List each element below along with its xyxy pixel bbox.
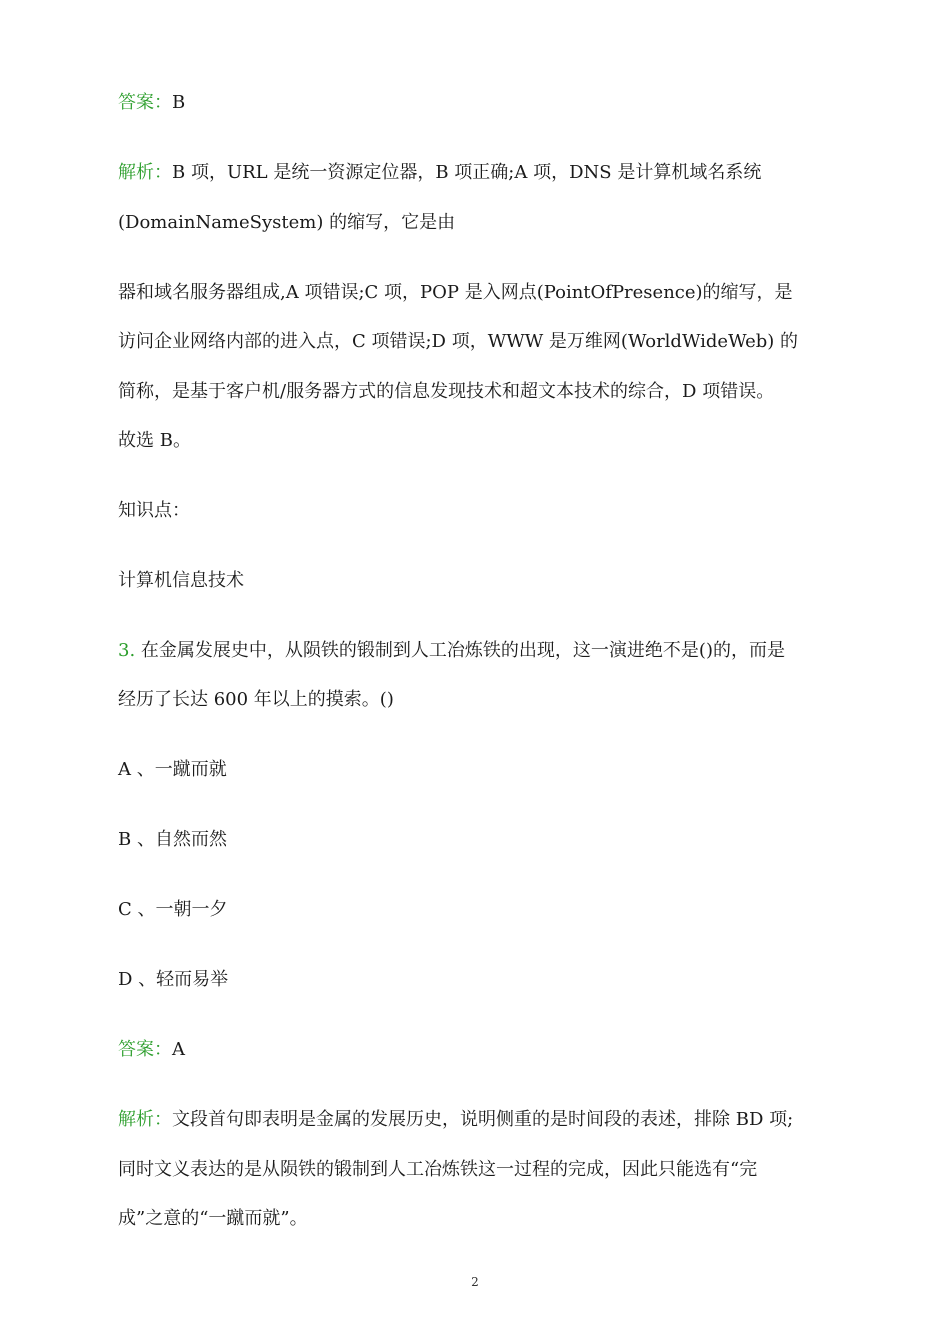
q3-option-b: B 、自然而然 (118, 829, 227, 850)
q3-option-a: A 、一蹴而就 (118, 759, 227, 780)
q2-answer-value: B (172, 92, 186, 113)
q2-answer-label: 答案： (118, 92, 172, 113)
q3-question-line-1 (118, 639, 834, 663)
q2-analysis-line-2: (DomainNameSystem) 的缩写，它是由 (118, 212, 456, 233)
q2-analysis-line-6: 故选 B。 (118, 430, 191, 451)
q3-number: 3. (118, 640, 136, 661)
q2-analysis-label: 解析： (118, 162, 172, 183)
q3-analysis-label: 解析： (118, 1109, 172, 1130)
q2-answer-line (118, 91, 834, 115)
q3-option-c: C 、一朝一夕 (118, 899, 228, 920)
q3-answer-label: 答案： (118, 1039, 172, 1060)
q3-question-text-1: 在金属发展史中，从陨铁的锻制到人工冶炼铁的出现，这一演进绝不是()的，而是 (140, 640, 785, 661)
q3-answer-line (118, 1038, 834, 1062)
q3-answer-value: A (172, 1039, 185, 1060)
q2-analysis-text-1: B 项，URL 是统一资源定位器，B 项正确;A 项，DNS 是计算机域名系统 (172, 162, 762, 183)
q2-analysis-line-1 (118, 161, 834, 185)
page-number: 2 (471, 1275, 479, 1289)
q2-analysis-line-4: 访问企业网络内部的进入点，C 项错误;D 项，WWW 是万维网(WorldWideWeb) 的 (118, 331, 799, 352)
q3-question-line-2: 经历了长达 600 年以上的摸索。() (118, 689, 394, 710)
q2-knowledge-value: 计算机信息技术 (118, 570, 244, 591)
q3-option-d: D 、轻而易举 (118, 969, 229, 990)
q2-knowledge-label: 知识点： (118, 500, 190, 521)
q2-analysis-line-5: 简称，是基于客户机/服务器方式的信息发现技术和超文本技术的综合，D 项错误。 (118, 381, 775, 402)
q3-analysis-line-2: 同时文义表达的是从陨铁的锻制到人工冶炼铁这一过程的完成，因此只能选有“完 (118, 1159, 758, 1180)
q2-analysis-line-3: 器和域名服务器组成,A 项错误;C 项，POP 是入网点(PointOfPresence)的缩写，是 (118, 282, 793, 303)
q3-analysis-line-1 (118, 1108, 834, 1132)
q3-analysis-text-1: 文段首句即表明是金属的发展历史，说明侧重的是时间段的表述，排除 BD 项; (172, 1109, 794, 1130)
q3-analysis-line-3: 成”之意的“一蹴而就”。 (118, 1208, 308, 1229)
